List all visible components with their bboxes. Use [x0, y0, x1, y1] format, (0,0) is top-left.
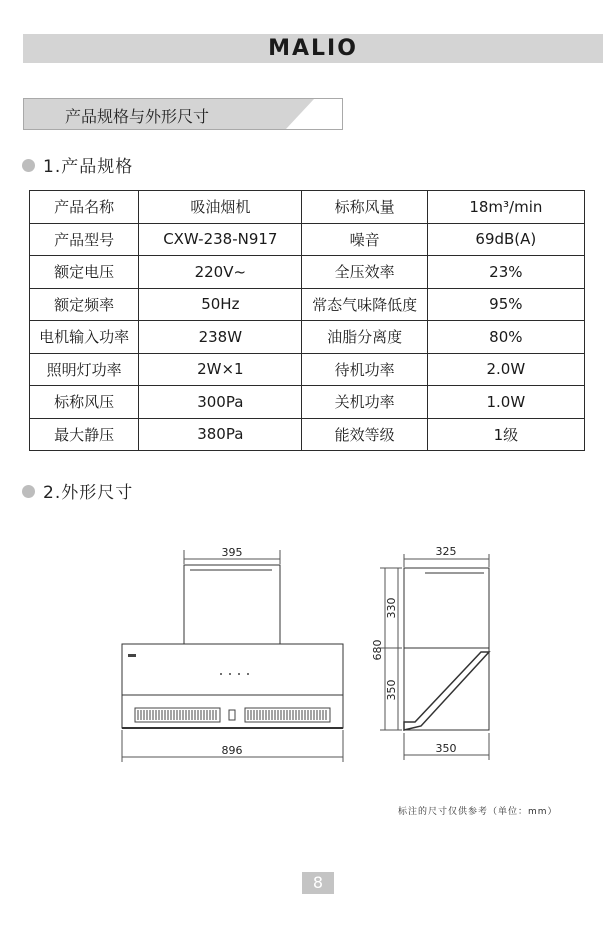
page-number: 8 [302, 872, 334, 894]
table-row [30, 321, 585, 354]
header-bar [23, 34, 603, 63]
spec-label: 噪音 [302, 223, 427, 256]
dim-side-top-depth: 325 [435, 545, 457, 558]
spec-label: 照明灯功率 [30, 353, 139, 386]
table-row [30, 223, 585, 256]
dimension-heading [22, 478, 133, 503]
spec-value: 69dB(A) [427, 223, 584, 256]
front-chimney [184, 565, 280, 644]
dim-side-upper-height: 330 [385, 597, 398, 619]
dim-side-lower-height: 350 [385, 679, 398, 701]
spec-label: 能效等级 [302, 418, 427, 451]
spec-value: 2.0W [427, 353, 584, 386]
spec-label: 标称风压 [30, 386, 139, 419]
spec-value: 220V~ [139, 256, 302, 289]
dim-front-total-width: 896 [221, 744, 243, 757]
spec-label: 产品名称 [30, 191, 139, 224]
table-row [30, 191, 585, 224]
side-panel [404, 652, 489, 730]
front-grille [135, 708, 330, 722]
spec-value: 95% [427, 288, 584, 321]
dim-front-top-width: 395 [221, 546, 243, 559]
bullet-dot-icon [22, 159, 35, 172]
spec-label: 最大静压 [30, 418, 139, 451]
dimension-note: 标注的尺寸仅供参考（单位：mm） [398, 807, 558, 817]
spec-heading [22, 152, 133, 177]
dim-side-bottom-depth: 350 [435, 742, 457, 755]
spec-label: 标称风量 [302, 191, 427, 224]
spec-label: 全压效率 [302, 256, 427, 289]
table-row [30, 288, 585, 321]
side-chimney [404, 568, 489, 648]
section-tab [23, 98, 343, 130]
spec-label: 电机输入功率 [30, 321, 139, 354]
table-row [30, 386, 585, 419]
bullet-dot-icon [22, 485, 35, 498]
spec-label: 待机功率 [302, 353, 427, 386]
dimension-heading-text: 2.外形尺寸 [43, 483, 134, 503]
spec-value: 380Pa [139, 418, 302, 451]
spec-value: 50Hz [139, 288, 302, 321]
spec-value: 吸油烟机 [139, 191, 302, 224]
spec-value: 2W×1 [139, 353, 302, 386]
spec-heading-text: 1.产品规格 [43, 157, 134, 177]
spec-value: 23% [427, 256, 584, 289]
dim-side-total-height: 680 [371, 639, 384, 661]
front-controls [128, 654, 249, 675]
front-body [122, 644, 343, 728]
spec-value: 300Pa [139, 386, 302, 419]
spec-label: 油脂分离度 [302, 321, 427, 354]
side-view [380, 554, 489, 760]
spec-label: 常态气味降低度 [302, 288, 427, 321]
spec-value: 1.0W [427, 386, 584, 419]
spec-label: 关机功率 [302, 386, 427, 419]
dimension-drawing [0, 530, 615, 790]
section-title: 产品规格与外形尺寸 [65, 107, 210, 126]
brand-logo: MALIO [268, 36, 358, 61]
spec-value: 18m³/min [427, 191, 584, 224]
spec-label: 额定频率 [30, 288, 139, 321]
table-row [30, 418, 585, 451]
spec-label: 额定电压 [30, 256, 139, 289]
spec-table [29, 190, 585, 451]
table-row [30, 256, 585, 289]
spec-value: 80% [427, 321, 584, 354]
spec-label: 产品型号 [30, 223, 139, 256]
spec-value: 1级 [427, 418, 584, 451]
spec-value: 238W [139, 321, 302, 354]
table-row [30, 353, 585, 386]
spec-value: CXW-238-N917 [139, 223, 302, 256]
front-view [122, 550, 343, 762]
